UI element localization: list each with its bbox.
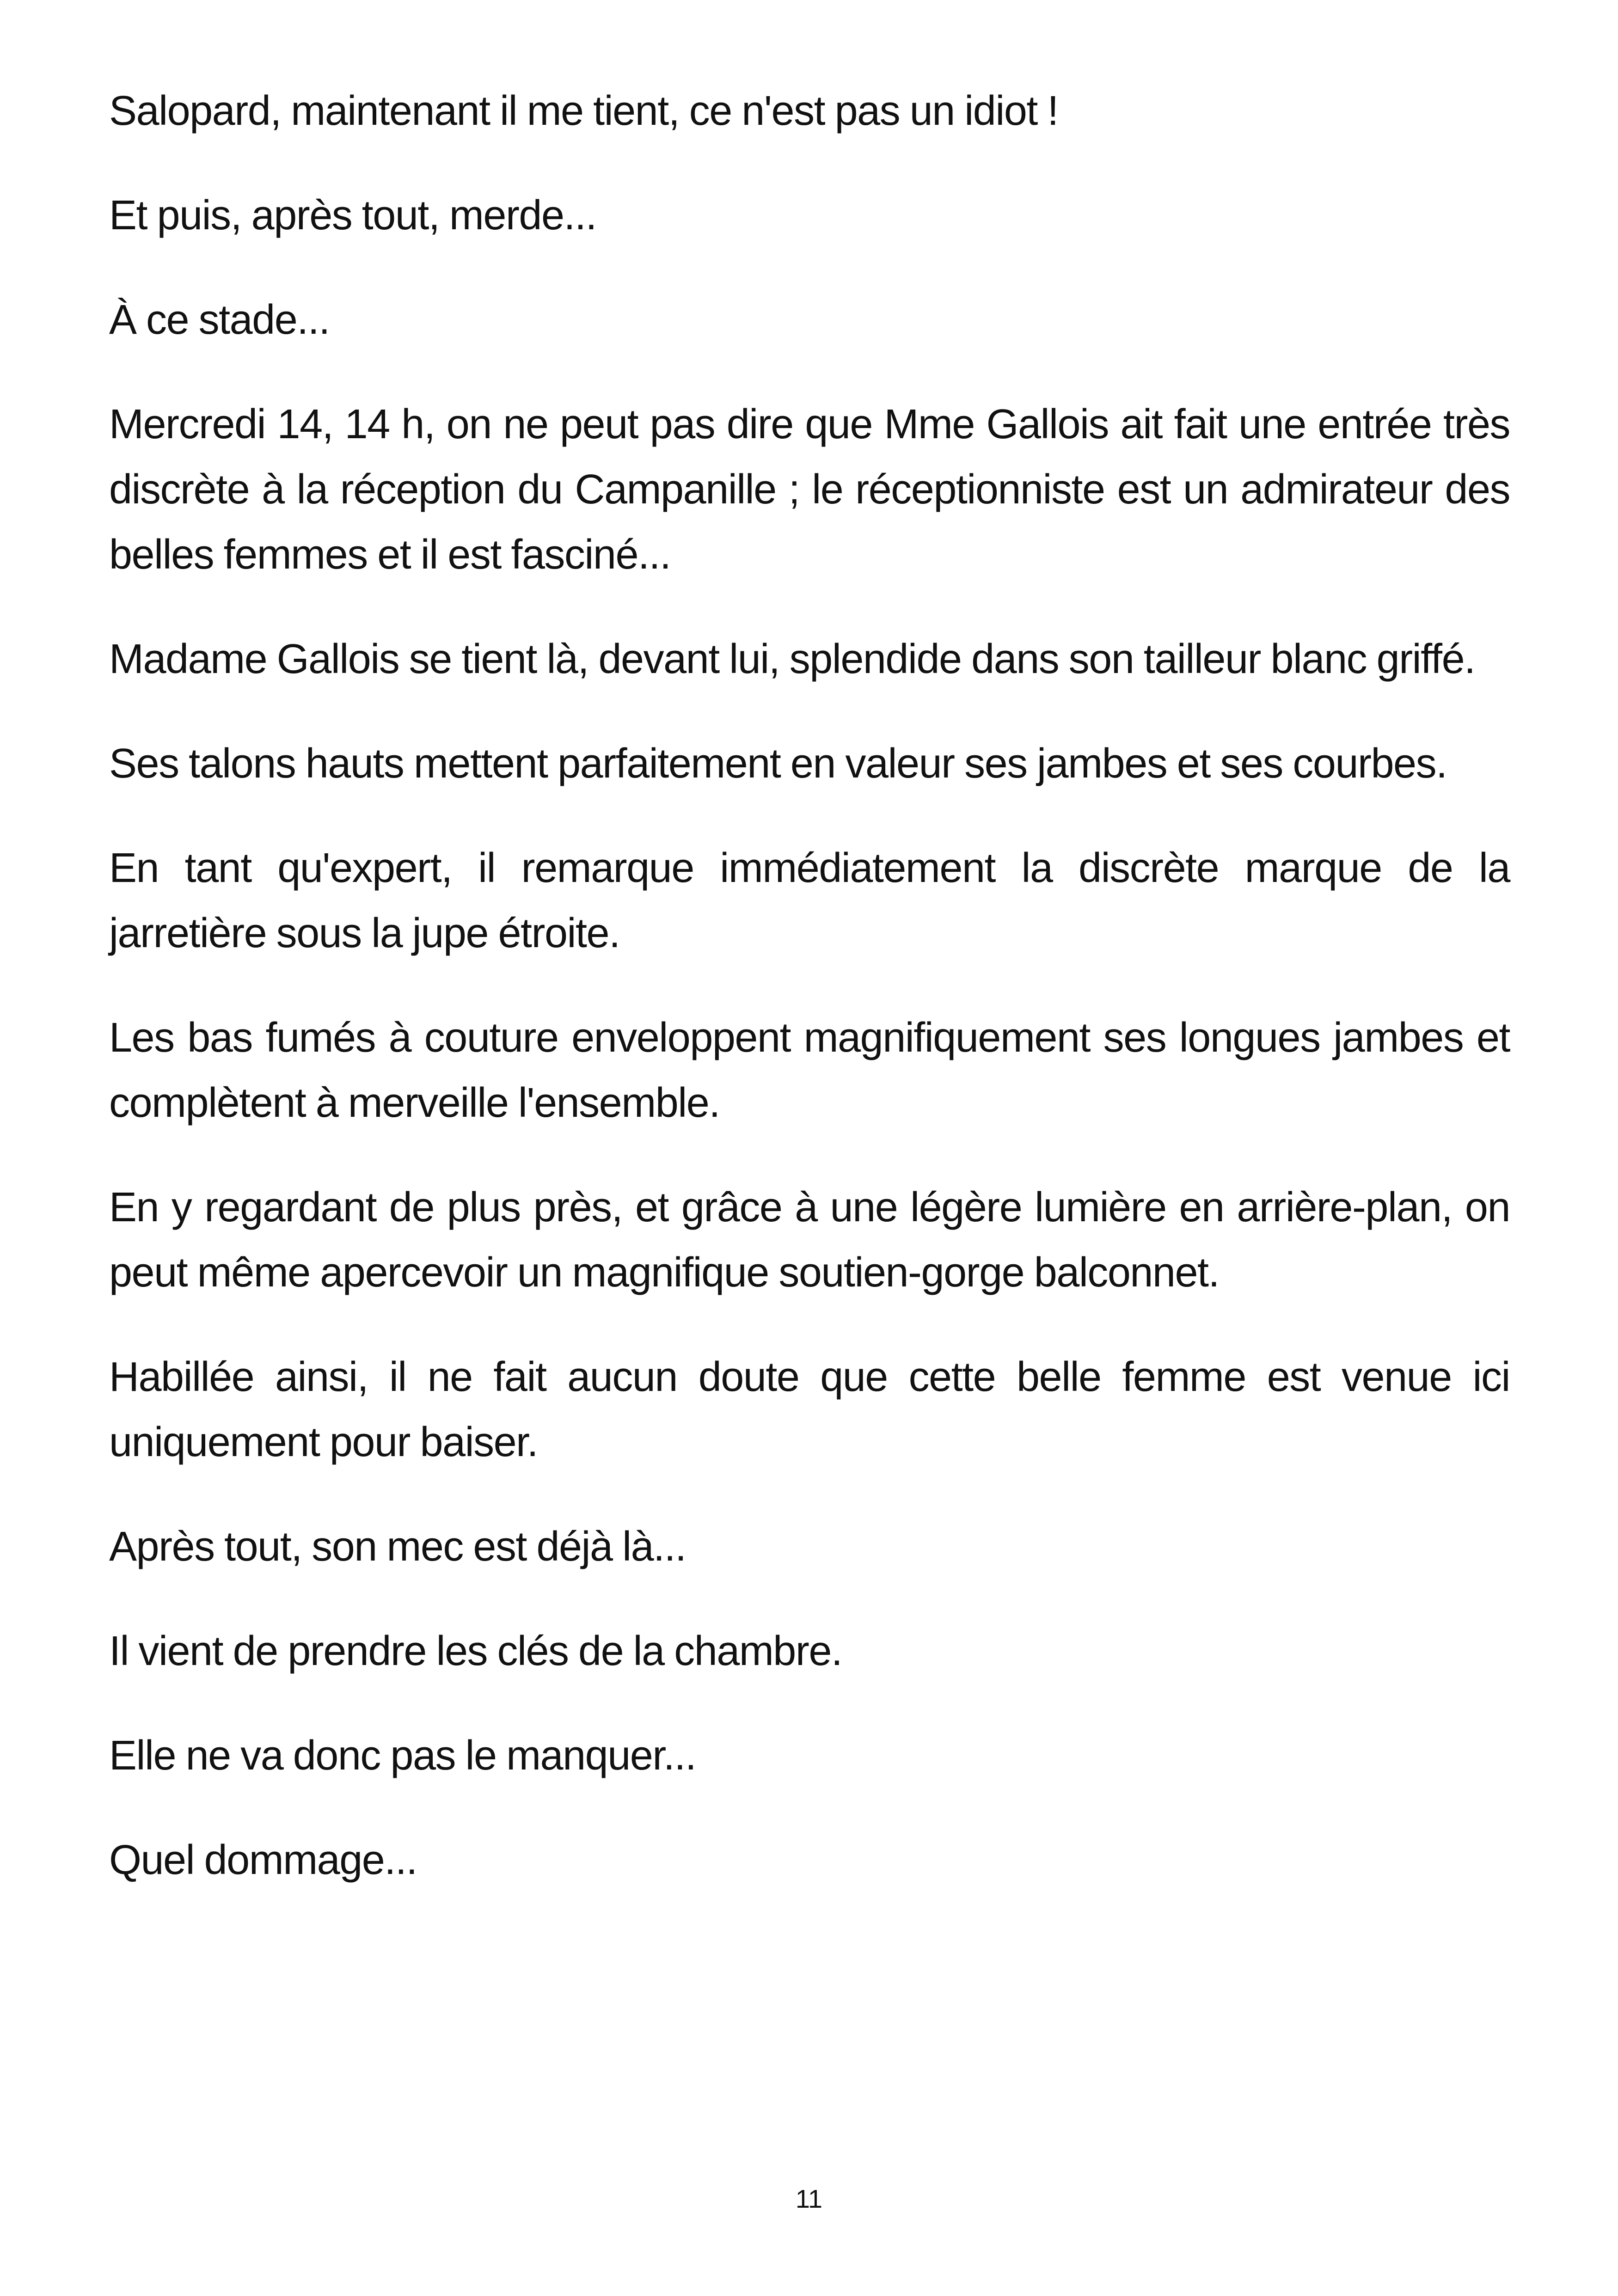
paragraph: Elle ne va donc pas le manquer... [109,1733,696,1779]
body-text [109,79,1510,1932]
paragraph: Après tout, son mec est déjà là... [109,1524,686,1570]
paragraph: Salopard, maintenant il me tient, ce n'est pas un idiot ! [109,88,1058,134]
paragraph: À ce stade... [109,297,330,343]
paragraph: En tant qu'expert, il remarque immédiatement la discrète marque de la jarretière sous la jupe étroite. [109,845,1510,956]
paragraph: Mercredi 14, 14 h, on ne peut pas dire que Mme Gallois ait fait une entrée très discrète à la réception du Campanille ; le réceptionniste est un admirateur des belles femmes et il est fasciné... [109,401,1510,578]
paragraph: Habillée ainsi, il ne fait aucun doute que cette belle femme est venue ici uniquement pour baiser. [109,1354,1510,1465]
paragraph: Il vient de prendre les clés de la chambre. [109,1628,842,1674]
paragraph: En y regardant de plus près, et grâce à une légère lumière en arrière-plan, on peut même apercevoir un magnifique soutien-gorge balconnet. [109,1184,1510,1296]
paragraph: Et puis, après tout, merde... [109,192,597,239]
page-number: 11 [795,2184,823,2213]
paragraph: Madame Gallois se tient là, devant lui, splendide dans son tailleur blanc griffé. [109,636,1475,682]
paragraph: Quel dommage... [109,1837,417,1883]
paragraph: Les bas fumés à couture enveloppent magnifiquement ses longues jambes et complètent à merveille l'ensemble. [109,1015,1510,1126]
paragraph: Ses talons hauts mettent parfaitement en valeur ses jambes et ses courbes. [109,741,1447,787]
